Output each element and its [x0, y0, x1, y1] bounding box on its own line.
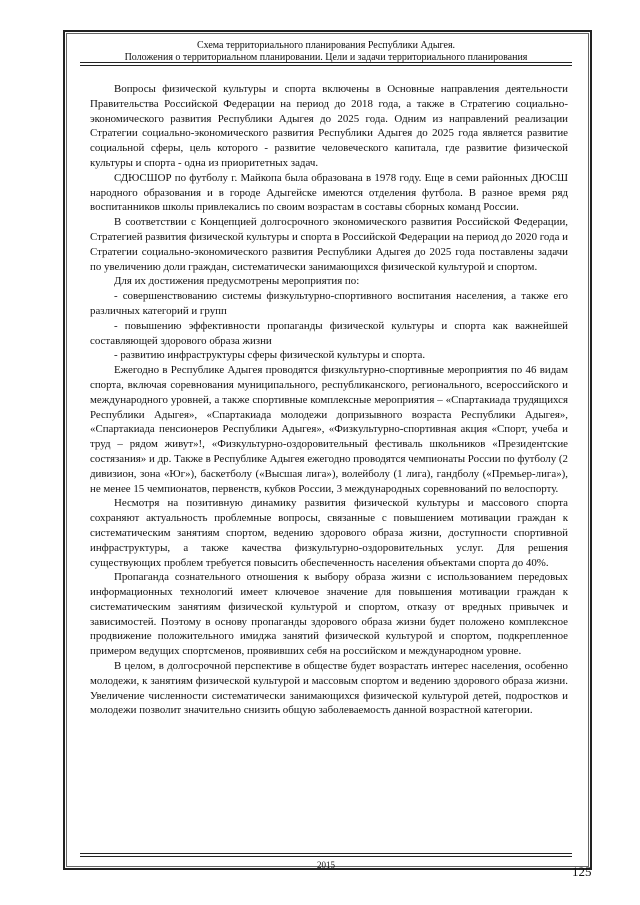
paragraph-conclusion: В целом, в долгосрочной перспективе в обществе будет возрастать интерес населения, особенно молодежи, к занятиям физической культурой и массовым спортом и ведению здорового образа жизни. Увеличение численности систематически занимающихся физической культурой детей, подростков и молодежи позволит значительно снизить общую заболеваемость данной возрастной категории. [90, 660, 568, 717]
footer-rule-thin [80, 856, 572, 857]
paragraph-strategy: Вопросы физической культуры и спорта включены в Основные направления деятельности Правительства Российской Федерации на период до 2018 года, а также в Стратегию социально-экономического развития Республики Адыгея до 2025 года. Одним из направлений реализации Стратегии социально-экономического развития Республики Адыгея до 2025 года является развитие социальной сферы, цель которого - развитие человеческого капитала, где развитие физической культуры и спорта - одна из приоритетных задач. [90, 83, 568, 169]
header-title: Схема территориального планирования Республики Адыгея. [196, 40, 456, 51]
paragraph-annual-events: Ежегодно в Республике Адыгея проводятся физкультурно-спортивные мероприятия по 46 видам спорта, включая соревнования муниципального, республиканского, регионального, всероссийского и международного уровней, а также спортивные комплексные мероприятия – «Спартакиада трудящихся Республики Адыгея», «Спартакиада молодежи допризывного возраста Республики Адыгея», «Спартакиада пенсионеров Республики Адыгея», «Физкультурно-спортивная акция «Спорт, учеба и труд – рядом живут»!, «Физкультурно-оздоровительный фестиваль школьников «Президентские состязания» и др. Также в Республике Адыгея ежегодно проводятся чемпионаты России по футболу (2 дивизион, зона «Юг»), баскетболу («Высшая лига»), волейболу (1 лига), гандболу («Премьер-лига»), не менее 15 чемпионатов, первенств, кубков России, 3 международных соревнований по велоспорту. [90, 364, 568, 495]
paragraph-concept: В соответствии с Концепцией долгосрочного экономического развития Российской Федерации, Стратегией развития физической культуры и спорта в Российской Федерации на период до 2020 года и Стратегии социально-экономического развития Республики Адыгея до 2025 года поставлены задачи по увеличению доли граждан, систематически занимающихся физической культурой и спортом. [90, 216, 568, 273]
footer-year: 2015 [317, 860, 335, 870]
header-subtitle: Положения о территориальном планировании. Цели и задачи территориального планирования [124, 52, 528, 63]
list-item-measure-1: - совершенствованию системы физкультурно-спортивного воспитания населения, а также его различных категорий и групп [90, 290, 568, 317]
list-item-measure-2: - повышению эффективности пропаганды физической культуры и спорта как важнейшей составляющей здорового образа жизни [90, 319, 568, 347]
paragraph-measures-intro: Для их достижения предусмотрены мероприятия по: [114, 275, 360, 288]
header-rule-thin [80, 65, 572, 66]
paragraph-propaganda: Пропаганда сознательного отношения к выбору образа жизни с использованием передовых информационных технологий имеет ключевое значение для повышения мотивации граждан к систематическим занятиям физической культурой и спортом, отказу от вредных привычек и зависимостей. Поэтому в основу пропаганды здорового образа жизни будет положено комплексное продвижение положительного имиджа занятий физической культурой и спортом, подкрепленное примером ведущих спортсменов, проявивших себя на российском и международном уровне. [90, 571, 568, 658]
paragraph-football-school: СДЮСШОР по футболу г. Майкопа была образована в 1978 году. Еще в семи районных ДЮСШ народного образования и в городе Адыгейске имеются отделения футбола. В разное время ряд воспитанников школы привлекались по своим возрастам в составы сборных команд России. [90, 171, 568, 214]
document-header [80, 40, 572, 64]
document-body [90, 82, 568, 718]
footer-rule [80, 853, 572, 854]
header-rule [80, 62, 572, 63]
list-item-measure-3: - развитию инфраструктуры сферы физической культуры и спорта. [114, 349, 426, 362]
page-number: 125 [572, 864, 592, 879]
paragraph-problems: Несмотря на позитивную динамику развития физической культуры и массового спорта сохраняют актуальность проблемные вопросы, связанные с повышением мотивации граждан к систематическим занятиям спортом, ведению здорового образа жизни, доступности спортивной инфраструктуры, а также качества физкультурно-оздоровительных услуг. Для решения существующих проблем требуется повысить обеспеченность населения объектами спорта до 40%. [90, 497, 568, 569]
